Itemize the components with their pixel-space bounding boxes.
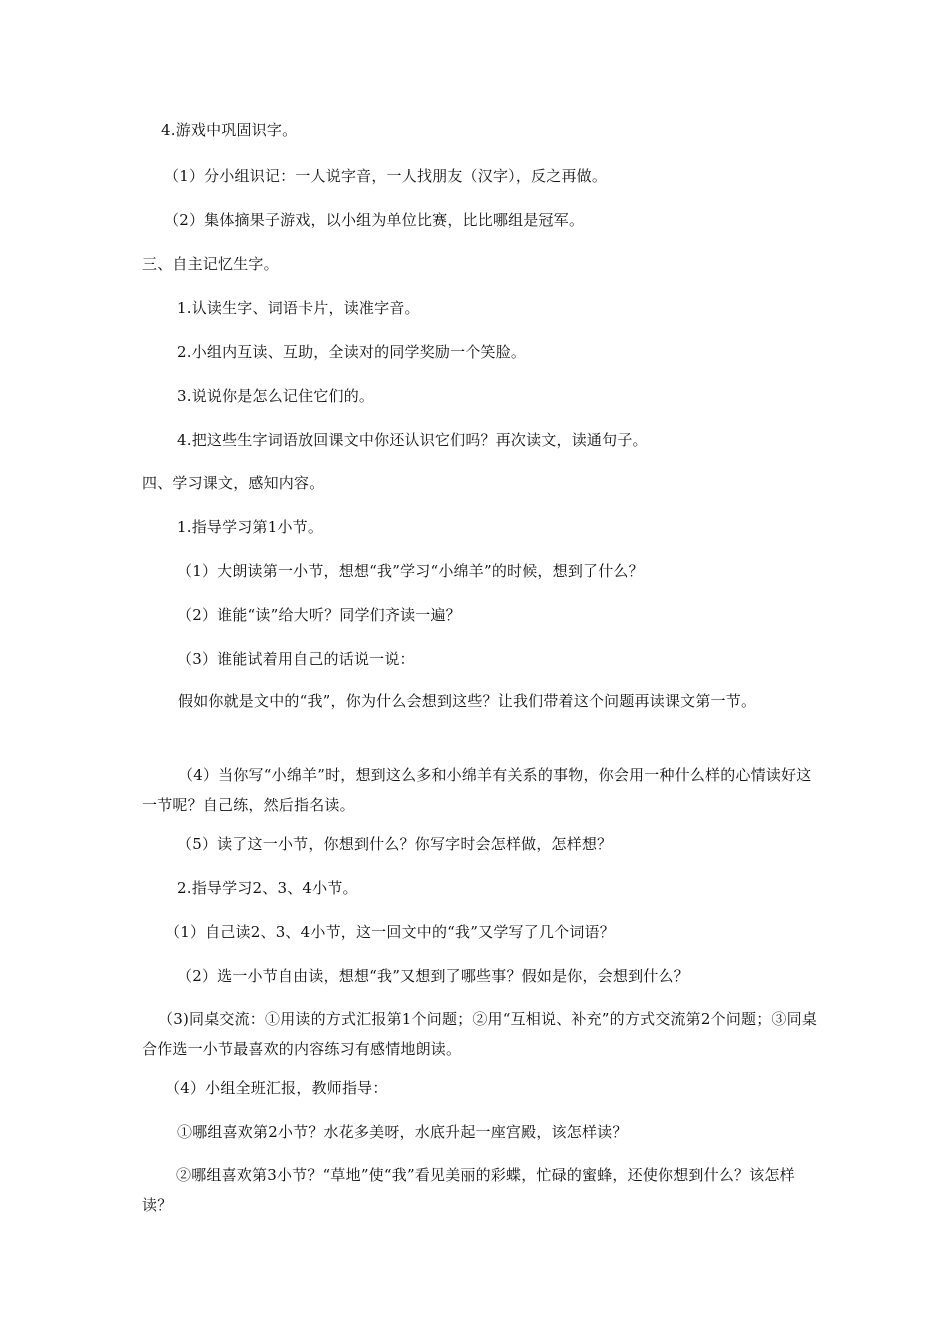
list-item: 2.小组内互读、互助，全读对的同学奖励一个笑脸。 <box>177 343 527 361</box>
list-item: （4）小组全班汇报，教师指导： <box>165 1079 388 1097</box>
section-heading: 三、自主记忆生字。 <box>142 255 279 273</box>
list-item: （5）读了这一小节，你想到什么？你写字时会怎样做，怎样想？ <box>177 835 613 853</box>
list-item: 4.把这些生字词语放回课文中你还认识它们吗？再次读文，读通句子。 <box>177 431 648 449</box>
paragraph: ②哪组喜欢第3小节？“草地”使“我”看见美丽的彩蝶，忙碌的蜜蜂，还使你想到什么？该怎样读？ <box>142 1166 795 1214</box>
list-item: 2.指导学习2、3、4小节。 <box>177 879 358 897</box>
list-item: （1）自己读2、3、4小节，这一回文中的“我”又学写了几个词语？ <box>165 923 615 941</box>
list-item: （2）谁能“读”给大听？同学们齐读一遍？ <box>177 606 461 624</box>
paragraph: （3)同桌交流：①用读的方式汇报第1个问题；②用“互相说、补充”的方式交流第2个问题；③同桌合作选一小节最喜欢的内容练习有感情地朗读。 <box>142 1010 818 1058</box>
list-item: （1）分小组识记：一人说字音，一人找朋友（汉字），反之再做。 <box>164 167 608 185</box>
paragraph: （4）当你写“小绵羊”时，想到这么多和小绵羊有关系的事物，你会用一种什么样的心情读好这一节呢？自己练，然后指名读。 <box>142 766 812 814</box>
paragraph: 假如你就是文中的“我”，你为什么会想到这些？让我们带着这个问题再读课文第一节。 <box>178 692 757 710</box>
list-item: （3）谁能试着用自己的话说一说： <box>177 650 415 668</box>
list-item: 1.认读生字、词语卡片，读准字音。 <box>177 299 420 317</box>
list-item: 1.指导学习第1小节。 <box>177 518 324 536</box>
list-item: （1）大朗读第一小节，想想“我”学习“小绵羊”的时候，想到了什么？ <box>177 562 644 580</box>
list-item: （2）集体摘果子游戏，以小组为单位比赛，比比哪组是冠军。 <box>164 211 585 229</box>
list-item: ①哪组喜欢第2小节？水花多美呀，水底升起一座宫殿，该怎样读？ <box>177 1123 628 1141</box>
section-heading: 四、学习课文，感知内容。 <box>142 474 325 492</box>
list-item: 3.说说你是怎么记住它们的。 <box>177 387 375 405</box>
list-item: （2）选一小节自由读，想想“我”又想到了哪些事？假如是你，会想到什么？ <box>177 967 689 985</box>
list-item: 4.游戏中巩固识字。 <box>161 121 298 139</box>
